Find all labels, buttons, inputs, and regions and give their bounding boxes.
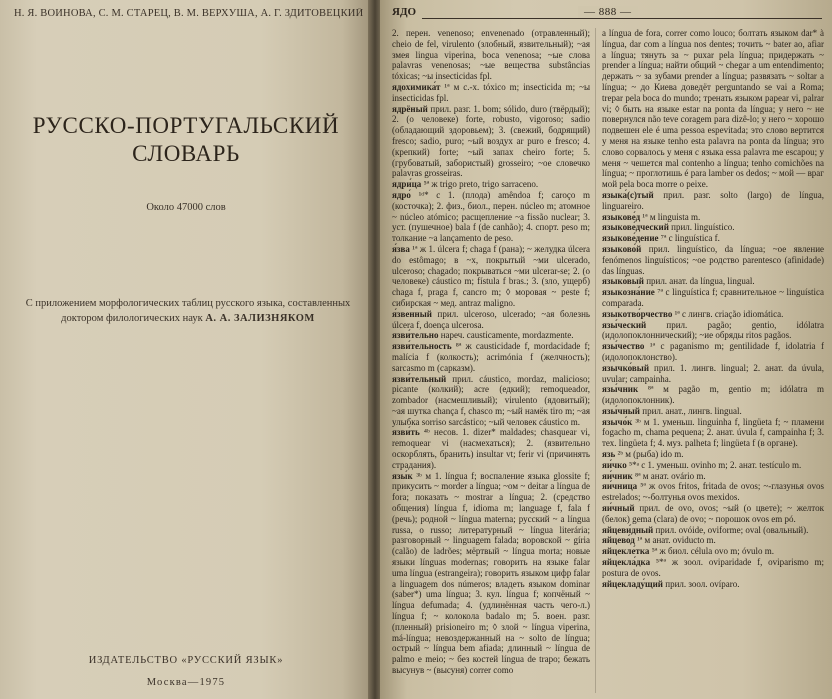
entry-headword: язви́тельный xyxy=(392,373,447,384)
word-count: Около 47000 слов xyxy=(146,202,226,213)
entry-text: ¹ª м анат. oviducto m. xyxy=(637,535,716,546)
entry-headword: яйцекла́дка xyxy=(602,557,651,568)
entry-headword: языка́(с)тый xyxy=(602,189,654,200)
entry-headword: языкове́дение xyxy=(602,233,659,244)
entry-headword: языкозна́ние xyxy=(602,287,655,298)
entry-headword: язычко́вый xyxy=(602,362,650,373)
dictionary-entry xyxy=(602,244,824,276)
dictionary-entry xyxy=(602,535,824,546)
title-line-2: СЛОВАРЬ xyxy=(132,141,240,166)
entry-headword: языкотво́рчество xyxy=(602,308,673,319)
right-column xyxy=(602,28,824,698)
entry-text: прил. de ovo, ovos; ~ый (о цвете); ~ желток (белок) gema (clara) de ovo; ~ порошок ovos em pó. xyxy=(602,503,824,524)
entry-headword: языко́вый xyxy=(602,276,644,287)
entry-headword: ядохимика́т xyxy=(392,81,441,92)
running-head xyxy=(392,6,822,22)
publisher: ИЗДАТЕЛЬСТВО «РУССКИЙ ЯЗЫК» xyxy=(88,655,284,666)
entry-text: ³ᵇ м 1. уменьш. linguinha f, lingüeta f; ~ пламени fogacho m, chama pequena; 2. анат. úvula f, campainha f; 3. тех. lingüeta f; 4. муз. palheta f; lingüeta f (в органе). xyxy=(602,416,824,449)
entry-text: ¹ª м с.-х. tóxico m; insecticida m; ~ы insecticidas fpl. xyxy=(392,81,590,103)
dictionary-entry xyxy=(602,417,824,449)
entry-headword: ядро́ xyxy=(392,189,411,200)
entry-headword: язви́тельно xyxy=(392,330,439,341)
dictionary-entry xyxy=(602,341,824,363)
city-year: Москва—1975 xyxy=(146,677,226,688)
entry-text: ⁵*ᵃ с 1. уменьш. ovinho m; 2. анат. testículo m. xyxy=(628,459,802,470)
dictionary-entry xyxy=(602,546,824,557)
dictionary-entry xyxy=(602,557,824,579)
entry-text: прил. анат., лингв. lingual. xyxy=(642,405,742,416)
entry-text: прил. 1. лингв. lingual; 2. анат. da úvula, uvular; campainha. xyxy=(602,362,824,384)
entry-text: ⁵ª ж trigo preto, trigo sarraceno. xyxy=(423,179,539,190)
entry-headword: язы́чник xyxy=(602,384,639,395)
entry-text: ⁸ª м анат. ovário m. xyxy=(634,470,706,481)
left-column xyxy=(392,28,590,698)
entry-text: ¹ᵈ* с 1. (плода) amêndoa f; caroço m (косточка); 2. физ., биол., перен. núcleo m; атомное ~ núcleo atómico; расщепление ~а fissão nuclear; 3. уст. (пушечное) bala f (de canhão); 4. спорт. peso m; толкание ~а lançamento de peso. xyxy=(392,189,590,244)
book-title xyxy=(0,112,372,168)
entry-headword: ядрёный xyxy=(392,103,428,114)
entry-text: ⁷ª с linguística f. xyxy=(660,233,720,244)
entry-text: ⁸ª ж causticidade f, mordacidade f; malícia f (колкость); acrimónia f (желчность); sarcasmo m (сарказм). xyxy=(392,341,590,373)
entry-headword: я́зва xyxy=(392,243,410,254)
entry-text: прил. pagão; gentio, idólatra (идолопоклоннический); ~ие обряды ritos pagãos. xyxy=(602,319,824,341)
dictionary-entry xyxy=(392,82,590,104)
entry-text: ³ᵇ м 1. língua f; воспаление языка glossite f; прикусить ~ morder a língua; ~ом ~ deitar a língua de fora; показать ~ mostrar a língua; 2. (средство общения) língua f, idioma m; language f, fala f (речь); родной ~ língua materna; русский ~ a língua russa, o russo; литературный ~ língua literária; разговорный ~ linguagem falada; воровской ~ gíria (calão) de ladrões; мёртвый ~ língua morta; новые языки línguas modernas; говорить на языке falar uma língua (estrangeira); говорить языком цифр falar a linguagem dos números; владеть языком dominar (saber*) uma língua; 3. кул. língua f; копчёный ~ língua defumada; 4. (удлинённая часть чего-л.) língua f; ~ колокола badalo m; 5. воен. разг. (пленный) prisioneiro m; ◊ злой ~ língua viperina, má-língua; невоздержанный на ~ solto de língua; острый ~ língua bem afiada; длинный ~ língua de palmo e meio; ~ без костей língua de trapo; бежать высунув ~ (высуня) correr como xyxy=(392,470,590,676)
dictionary-entry xyxy=(602,406,824,417)
appendix-text: С приложением морфологических таблиц русского языка, составленных доктором филологических наук xyxy=(25,298,351,324)
running-head-rule xyxy=(422,18,822,19)
dictionary-entry xyxy=(392,309,590,331)
dictionary-entry xyxy=(392,471,590,676)
dictionary-entry xyxy=(602,190,824,212)
entry-text: ⁵*ª ж зоол. oviparidade f, oviparismo m; postura de ovos. xyxy=(602,557,824,578)
dictionary-entry xyxy=(602,384,824,406)
dictionary-entry xyxy=(602,471,824,482)
dictionary-entry xyxy=(392,179,590,190)
dictionary-entry xyxy=(602,320,824,342)
entry-text: прил. ovóide, oviforme; oval (овальный). xyxy=(655,524,809,535)
entry-text: прил. linguístico, da língua; ~ое явление fenómenos linguísticos; ~ое родство parentesco (afinidade) das línguas. xyxy=(602,243,824,276)
entry-text: нареч. causticamente, mordazmente. xyxy=(440,330,574,341)
dictionary-entry xyxy=(392,104,590,180)
authors-line: Н. Я. ВОИНОВА, С. М. СТАРЕЦ, В. М. ВЕРХУША, А. Г. ЗДИТОВЕЦКИЙ xyxy=(14,8,364,19)
dictionary-entry xyxy=(392,374,590,428)
entry-text: ⁵ª ж биол. célula ovo m; óvulo m. xyxy=(651,546,775,557)
dictionary-entry xyxy=(392,244,590,309)
dictionary-entry xyxy=(392,341,590,373)
entry-text: ¹ª ж 1. úlcera f; chaga f (рана); ~ желудка úlcera do estômago; в ~х, покрытый ~ми ulcerado, ulceroso; chagado; покрываться ~ми ulcerar-se; 2. (о человеке) cáustico m; fístula f bras.; 3. (зло, ущерб) chaga f, praga f, cancro m; ◊ моровая ~ peste f; сибирская ~ мед. antraz maligno. xyxy=(392,243,590,308)
dictionary-entry xyxy=(392,330,590,341)
entry-headword: яйцево́д xyxy=(602,535,635,546)
title-line-1: РУССКО-ПОРТУГАЛЬСКИЙ xyxy=(32,113,340,138)
page-number: — 888 — xyxy=(578,6,638,18)
entry-text: ²ᵇ м (рыба) ido m. xyxy=(617,449,684,460)
entry-headword: язы́ческий xyxy=(602,319,647,330)
dictionary-entry xyxy=(602,222,824,233)
dictionary-entry xyxy=(602,449,824,460)
dictionary-entry xyxy=(602,525,824,536)
entry-headword: язви́тельность xyxy=(392,341,452,352)
entry-headword: яйцекле́тка xyxy=(602,546,650,557)
title-page xyxy=(0,0,372,699)
entry-text: a língua de fora, correr como louco; болтать языком dar* à língua, dar com a língua nos dentes; точить ~ bater ao, afiar a língua; тянуть за ~ puxar pela língua; придержать ~ prender a língua; найти общий ~ chegar a um entendimento; держать ~ за зубами prender a língua; развязать ~ soltar a língua; ~ до Киева доведёт perguntando se vai a Roma; trepar pela boca do mundo; тренать языком papear vi, palrar vi; ◊ быть на языке estar na ponta da língua; у него ~ не повернулся não teve coragem para dizê-lo; у него ~ хорошо подвешен ele é uma pessoa espevitada; это слово вертится у меня на языке tenho esta palavra na ponta da língua; это слово сорвалось у меня с языка essa palavra me escapou; у меня ~ чешется mal contenho a língua; tenho comichões na língua; ~ проглотишь é para lamber os dedos; ~ мой — враг мой pela boca morre o peixe. xyxy=(602,28,824,190)
entry-headword: язы́чный xyxy=(602,405,640,416)
entry-text: ⁴ᵇ несов. 1. dizer* maldades; chasquear vi, remoquear vi (насмехаться); 2. (язвительно оскорблять, бранить) insultar vt; ferir vi (причинять страдания). xyxy=(392,427,590,470)
entry-headword: яи́чница xyxy=(602,481,638,492)
dictionary-entry xyxy=(392,28,590,82)
dictionary-entry xyxy=(602,233,824,244)
entry-headword: язы́к xyxy=(392,470,413,481)
entry-text: 2. перен. venenoso; envenenado (отравленный); cheio de fel, virulento (злобный, язвительный); ~ая змея lingua viperina, boca venenosa; ~ые слова palavras venenosas; ~ые вещества substâncias tóxicas; ~ы insecticidas fpl. xyxy=(392,28,590,82)
entry-text: прил. анат. da língua, lingual. xyxy=(646,276,755,287)
entry-text: ⁷ª с linguística f; сравнительное ~ linguística comparada. xyxy=(602,287,824,308)
dictionary-entry xyxy=(602,309,824,320)
dictionary-entry xyxy=(602,287,824,309)
entry-text: прил. linguístico. xyxy=(671,222,735,233)
dictionary-entry xyxy=(602,363,824,385)
dictionary-entry xyxy=(602,579,824,590)
entry-headword: язычо́к xyxy=(602,416,633,427)
entry-text: прил. cáustico, mordaz, malicioso; picante (колкий); acre (едкий); remoqueador, zombador (насмешливый); virulento (ядовитый); ~ая шутка chança f, chasco m; ~ый намёк tiro m; ~ая улыбка sorriso sarcástico; ~ый человек cáustico m. xyxy=(392,373,590,427)
entry-headword: яйцеви́дный xyxy=(602,524,654,535)
entry-headword: языкове́дческий xyxy=(602,222,669,233)
dictionary-entry xyxy=(602,503,824,525)
entry-headword: я́звенный xyxy=(392,308,432,319)
appendix-note xyxy=(18,296,358,326)
entry-headword: языкове́д xyxy=(602,211,641,222)
entry-text: прил. разг. 1. bom; sólido, duro (твёрдый); 2. (о человеке) forte, robusto, vigoroso; sadio (обладающий здоровьем); 3. (свежий, бодрящий) fresco; sadio, puro; ~ый воздух ar puro e fresco; 4. (крепкий) forte; ~ый запах cheiro forte; 5. (грубоватый, забористый) grosseiro; ~ое словечко palavras grosseiras. xyxy=(392,103,590,179)
entry-headword: яи́чко xyxy=(602,459,627,470)
entry-headword: яйцекладу́щий xyxy=(602,578,663,589)
entry-text: ¹ª с лингв. criação idiomática. xyxy=(674,308,784,319)
entry-headword: яи́чный xyxy=(602,503,635,514)
entry-text: прил. ulceroso, ulcerado; ~ая болезнь úlcera f, doença ulcerosa. xyxy=(392,308,590,330)
entry-headword: язы́чество xyxy=(602,341,645,352)
entry-headword: язь xyxy=(602,449,616,460)
dictionary-page xyxy=(380,0,832,699)
entry-text: прил. разг. solto (largo) de língua, linguareiro. xyxy=(602,189,824,211)
entry-text: ⁸ª м pagão m, gentio m; idólatra m (идолопоклонник). xyxy=(602,384,824,406)
dictionary-entry xyxy=(602,481,824,503)
dictionary-entry xyxy=(602,460,824,471)
entry-text: прил. зоол. ovíparo. xyxy=(665,578,740,589)
entry-headword: язви́ть xyxy=(392,427,420,438)
dictionary-entry xyxy=(392,427,590,470)
entry-headword: языково́й xyxy=(602,243,642,254)
appendix-author: А. А. ЗАЛИЗНЯКОМ xyxy=(205,313,315,324)
column-divider xyxy=(595,28,596,693)
entry-text: ⁵ª ж ovos fritos, fritada de ovos; ~-глазунья ovos estrelados; ~-болтунья ovos mexidos. xyxy=(602,481,824,503)
entry-text: ¹ª с paganismo m; gentilidade f, idolatria f (идолопоклонство). xyxy=(602,341,824,362)
dictionary-entry xyxy=(392,190,590,244)
running-head-word: ЯДО xyxy=(392,6,417,18)
dictionary-entry xyxy=(602,212,824,223)
entry-headword: яи́чник xyxy=(602,470,633,481)
dictionary-entry xyxy=(602,276,824,287)
entry-headword: ядри́ца xyxy=(392,179,422,190)
entry-text: ¹ª м linguista m. xyxy=(642,211,701,222)
page-number-value: 888 xyxy=(598,6,617,18)
dictionary-entry xyxy=(602,28,824,190)
